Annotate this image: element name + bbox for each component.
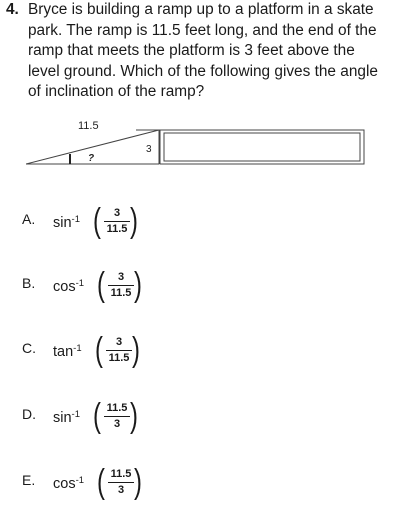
ramp-diagram xyxy=(26,120,371,168)
denominator: 11.5 xyxy=(108,352,130,364)
denominator: 11.5 xyxy=(110,287,132,299)
fraction xyxy=(104,207,130,236)
fraction xyxy=(108,271,134,300)
numerator: 3 xyxy=(113,207,121,219)
function-name: $\cos^{-1}$ xyxy=(53,475,85,492)
fraction xyxy=(106,336,132,365)
question-number: 4. xyxy=(6,1,19,18)
height-label: 3 xyxy=(146,144,152,155)
function-name: $\sin^{-1}$ xyxy=(53,214,80,231)
choice-letter: B. xyxy=(22,275,36,291)
function-name: $\tan^{-1}$ xyxy=(53,343,82,360)
choice-letter: D. xyxy=(22,406,36,422)
question-line: of inclination of the ramp? xyxy=(28,83,205,100)
hypotenuse-label: 11.5 xyxy=(78,120,99,132)
fraction xyxy=(108,468,134,497)
right-paren: ) xyxy=(134,266,142,304)
left-paren: ( xyxy=(97,266,105,304)
denominator: 11.5 xyxy=(106,223,128,235)
fraction xyxy=(104,402,130,431)
left-paren: ( xyxy=(95,331,103,369)
numerator: 3 xyxy=(117,271,125,283)
right-paren: ) xyxy=(134,463,142,501)
question-line: level ground. Which of the following gives the angle xyxy=(28,62,378,80)
choice-letter: E. xyxy=(22,472,36,488)
left-paren: ( xyxy=(97,463,105,501)
right-paren: ) xyxy=(132,331,140,369)
denominator: 3 xyxy=(117,484,125,496)
choice-letter: C. xyxy=(22,340,36,356)
left-paren: ( xyxy=(93,202,101,240)
numerator: 11.5 xyxy=(106,402,128,414)
right-paren: ) xyxy=(130,397,138,435)
left-paren: ( xyxy=(93,397,101,435)
denominator: 3 xyxy=(113,418,121,430)
question-line: ramp that meets the platform is 3 feet above the xyxy=(28,42,355,59)
function-name: $\cos^{-1}$ xyxy=(53,278,85,295)
numerator: 11.5 xyxy=(110,468,132,480)
function-name: $\sin^{-1}$ xyxy=(53,409,80,426)
right-paren: ) xyxy=(130,202,138,240)
numerator: 3 xyxy=(115,336,123,348)
platform-outer xyxy=(160,130,364,164)
question-line: park. The ramp is 11.5 feet long, and the end of the xyxy=(28,21,377,39)
angle-label: ? xyxy=(88,153,95,164)
choice-letter: A. xyxy=(22,211,36,227)
ramp-figure xyxy=(26,120,371,168)
question-line: Bryce is building a ramp up to a platform in a skate xyxy=(28,1,374,18)
platform-inner xyxy=(164,133,360,161)
